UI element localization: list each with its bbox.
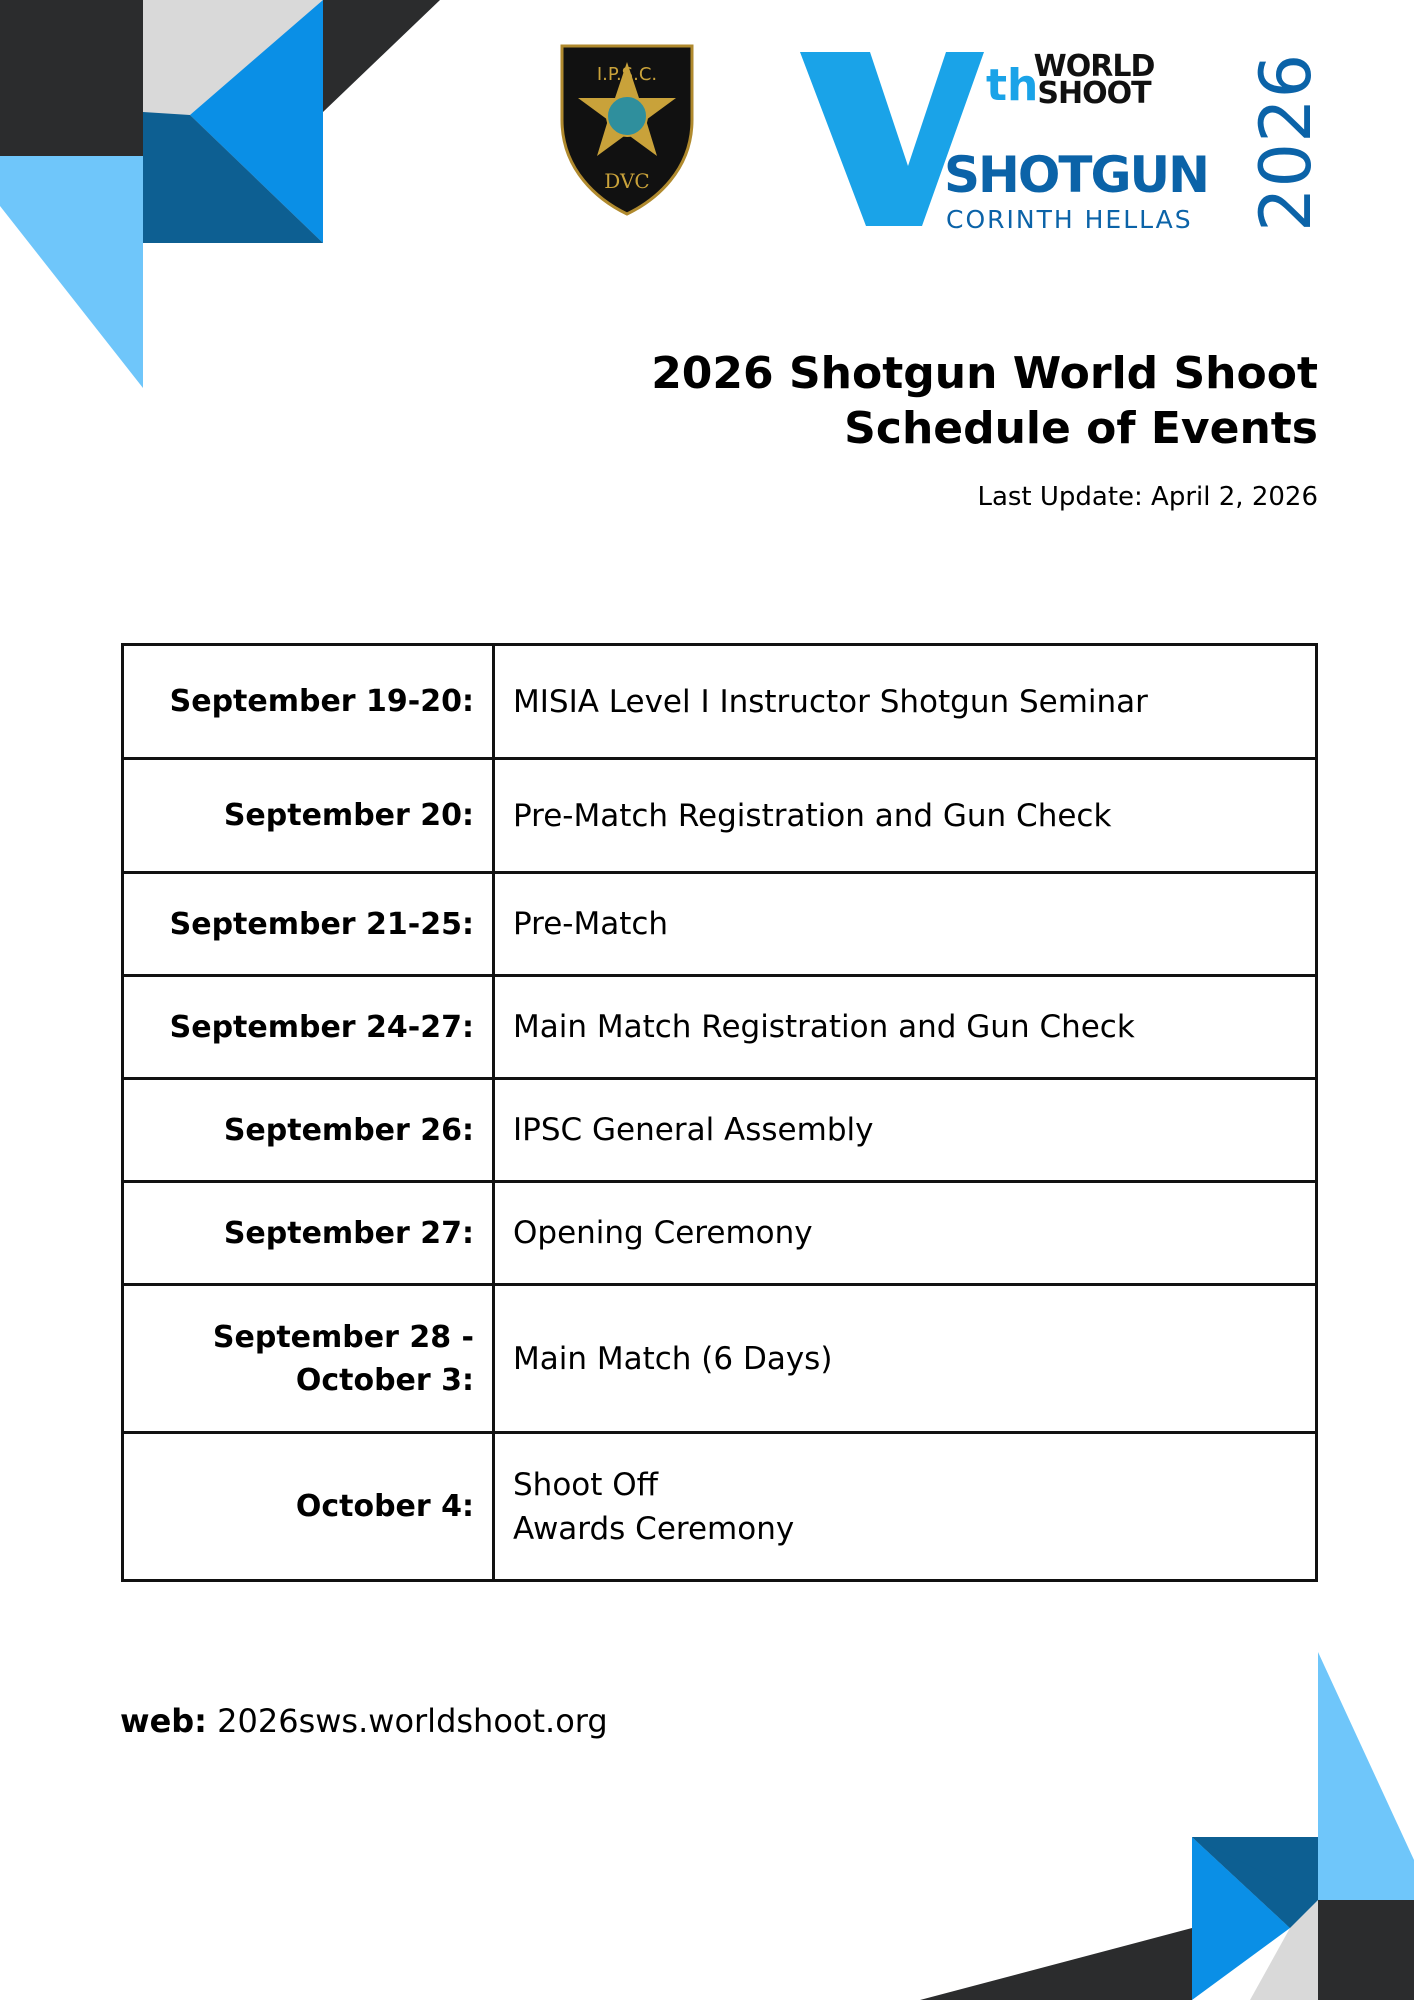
web-label: web: <box>120 1702 207 1740</box>
event-line: Main Match Registration and Gun Check <box>513 1009 1135 1045</box>
event-line: Awards Ceremony <box>513 1510 795 1547</box>
schedule-date: September 19-20: <box>123 645 494 759</box>
table-row <box>123 976 1317 1079</box>
title-line-2: Schedule of Events <box>844 403 1318 454</box>
website-link[interactable]: 2026sws.worldshoot.org <box>217 1702 608 1740</box>
page-title <box>418 346 1318 456</box>
table-row <box>123 873 1317 976</box>
event-line: Main Match (6 Days) <box>513 1340 833 1377</box>
table-row <box>123 1182 1317 1285</box>
schedule-date: September 26: <box>123 1079 494 1182</box>
schedule-event <box>494 976 1317 1079</box>
schedule-event <box>494 1079 1317 1182</box>
title-line-1: 2026 Shotgun World Shoot <box>651 348 1318 399</box>
website-line <box>120 1702 608 1740</box>
ipsc-logo-motto: DVC <box>604 169 650 193</box>
event-line: Pre-Match <box>513 906 669 942</box>
logo-shoot-text: SHOOT <box>1037 76 1151 111</box>
schedule-date: September 20: <box>123 759 494 873</box>
schedule-table <box>121 643 1318 1582</box>
table-row <box>123 759 1317 873</box>
last-update-text: Last Update: April 2, 2026 <box>977 482 1318 512</box>
logo-year-text: 2026 <box>1245 53 1327 232</box>
table-row <box>123 1285 1317 1433</box>
schedule-event <box>494 1433 1317 1581</box>
event-line: IPSC General Assembly <box>513 1112 874 1148</box>
top-left-decoration <box>0 0 440 400</box>
table-row <box>123 1433 1317 1581</box>
ipsc-shield-logo <box>556 40 698 218</box>
schedule-event <box>494 1182 1317 1285</box>
schedule-event <box>494 1285 1317 1433</box>
table-row <box>123 645 1317 759</box>
world-shoot-logo <box>798 46 1327 234</box>
schedule-date: October 4: <box>123 1433 494 1581</box>
logo-location-text: CORINTH HELLAS <box>946 205 1193 234</box>
schedule-date: September 21-25: <box>123 873 494 976</box>
schedule-date: September 27: <box>123 1182 494 1285</box>
schedule-event <box>494 873 1317 976</box>
ipsc-logo-text: I.P.S.C. <box>596 64 658 85</box>
logo-world-text: WORLD <box>1033 49 1155 84</box>
event-line: Shoot Off <box>513 1466 659 1503</box>
logo-shotgun-text: SHOTGUN <box>944 146 1208 204</box>
logo-ordinal-suffix: th <box>986 60 1039 111</box>
schedule-date: September 24-27: <box>123 976 494 1079</box>
event-line: Opening Ceremony <box>513 1215 813 1251</box>
schedule-event <box>494 759 1317 873</box>
schedule-event <box>494 645 1317 759</box>
schedule-date: September 28 - October 3: <box>123 1285 494 1433</box>
event-line: Pre-Match Registration and Gun Check <box>513 797 1112 834</box>
event-line: MISIA Level I Instructor Shotgun Seminar <box>513 683 1148 720</box>
table-row <box>123 1079 1317 1182</box>
